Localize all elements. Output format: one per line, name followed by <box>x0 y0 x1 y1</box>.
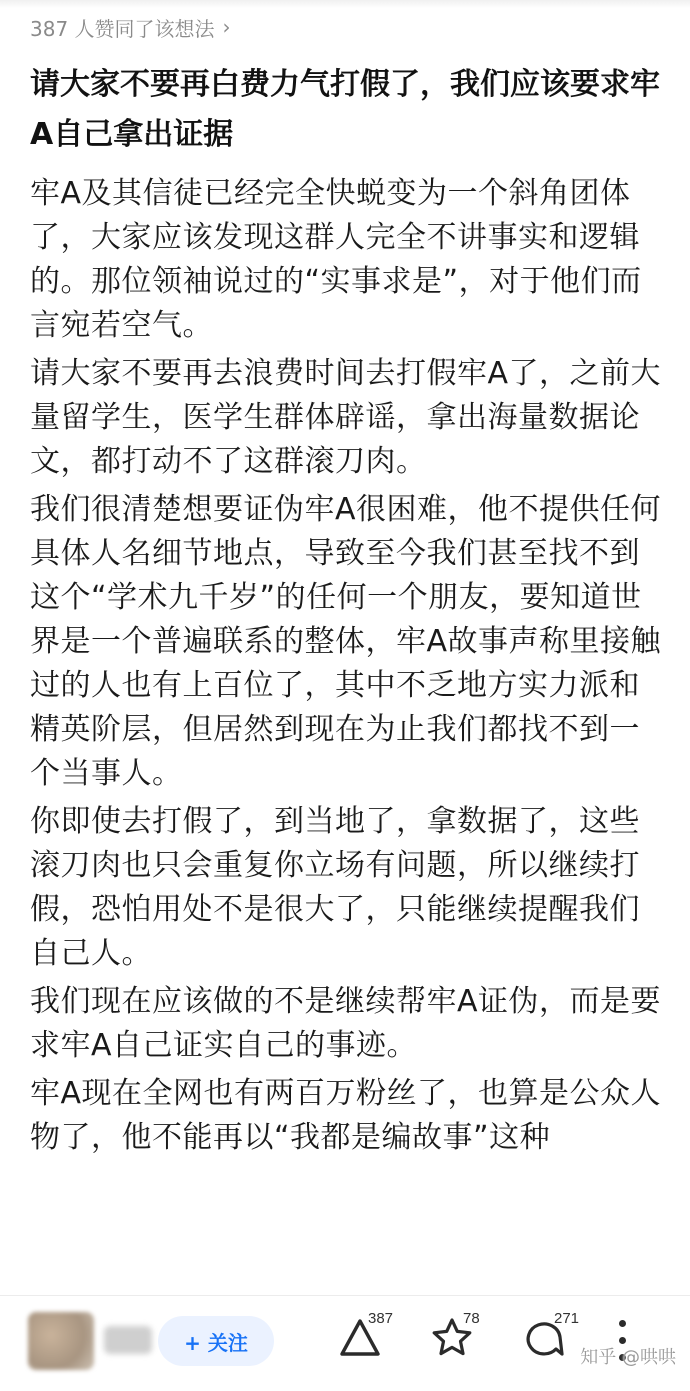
favorite-button[interactable] <box>430 1310 500 1376</box>
top-fade <box>0 0 690 8</box>
favorite-count: 78 <box>463 1310 480 1327</box>
bottom-action-bar <box>0 1295 690 1391</box>
paragraph: 我们现在应该做的不是继续帮牢A证伪，而是要求牢A自己证实自己的事迹。 <box>30 984 662 1063</box>
paragraph: 牢A及其信徒已经完全快蜕变为一个斜角团体了，大家应该发现这群人完全不讲事实和逻辑的。那位领袖说过的“实事求是”，对于他们而言宛若空气。 <box>30 176 642 343</box>
username-blurred[interactable] <box>104 1326 152 1354</box>
upvote-count: 387 <box>368 1310 394 1327</box>
answer-title: 请大家不要再白费力气打假了，我们应该要求牢A自己拿出证据 <box>30 67 660 152</box>
paragraph: 请大家不要再去浪费时间去打假牢A了，之前大量留学生，医学生群体辟谣，拿出海量数据论文，都打动不了这群滚刀肉。 <box>30 356 662 479</box>
comment-count: 271 <box>554 1310 580 1327</box>
paragraph: 你即使去打假了，到当地了，拿数据了，这些滚刀肉也只会重复你立场有问题，所以继续打假，恐怕用处不是很大了，只能继续提醒我们自己人。 <box>30 804 640 971</box>
approval-count-link[interactable] <box>30 12 231 42</box>
watermark: 知乎 @哄哄 <box>580 1347 676 1368</box>
vertical-dots-icon <box>619 1320 626 1327</box>
answer-body <box>30 172 670 1155</box>
chevron-right-icon: › <box>222 15 231 39</box>
avatar[interactable] <box>28 1312 94 1370</box>
paragraph: 牢A现在全网也有两百万粉丝了，也算是公众人物了，他不能再以“我都是编故事”这种 <box>30 1076 662 1155</box>
paragraph: 我们很清楚想要证伪牢A很困难，他不提供任何具体人名细节地点，导致至今我们甚至找不到这个“学术九千岁”的任何一个朋友，要知道世界是一个普遍联系的整体，牢A故事声称里接触过的人也有上百位了，其中不乏地方实力派和精英阶层，但居然到现在为止我们都找不到一个当事人。 <box>30 492 662 791</box>
follow-button[interactable]: + 关注 <box>158 1316 274 1366</box>
upvote-button[interactable] <box>338 1310 408 1376</box>
approval-count-text: 387 人赞同了该想法 <box>30 16 215 41</box>
